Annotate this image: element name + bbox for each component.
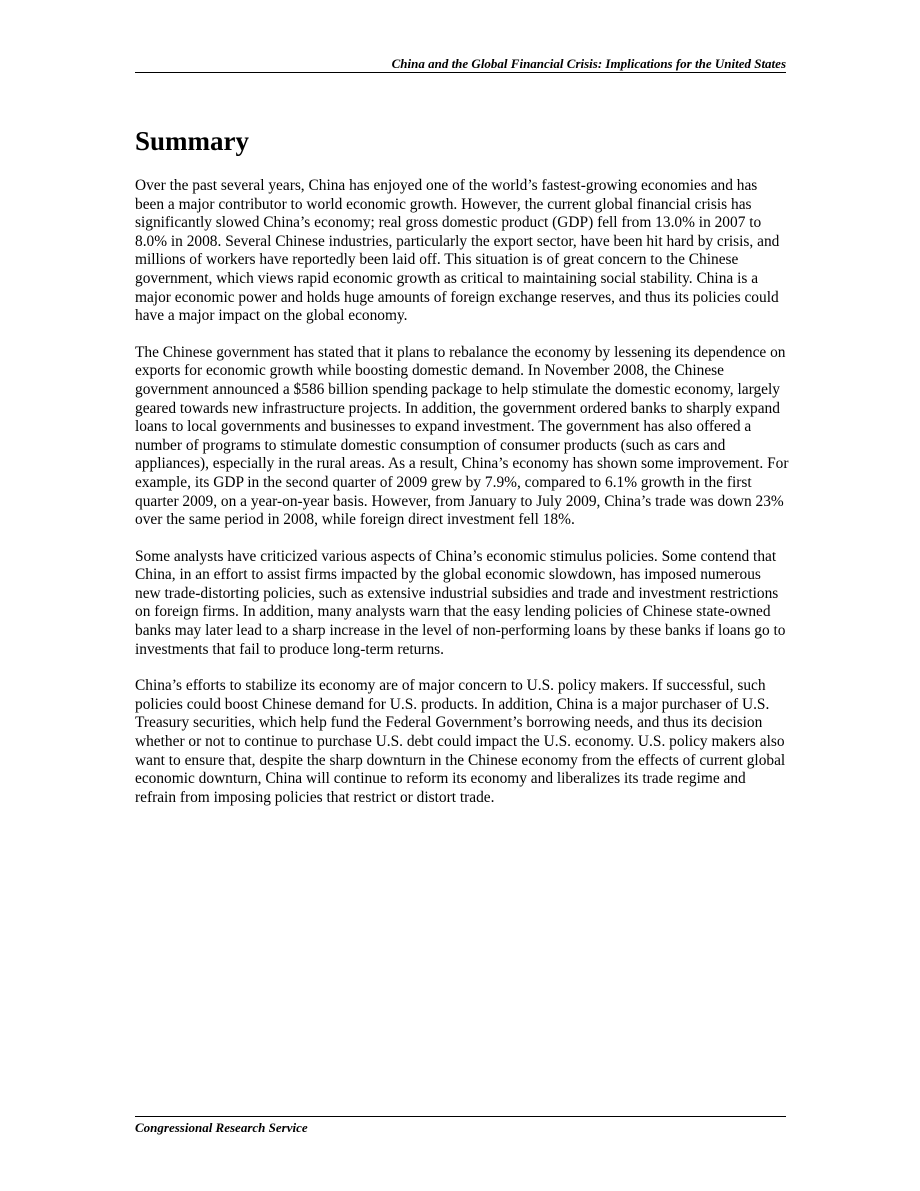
footer-divider <box>135 1116 786 1117</box>
header-divider <box>135 72 786 73</box>
summary-body <box>135 177 790 825</box>
running-header-title: China and the Global Financial Crisis: Implications for the United States <box>391 56 786 71</box>
paragraph-3: Some analysts have criticized various aspects of China’s economic stimulus policies. Some contend that China, in an effort to assist firms impacted by the global economic slowdown, has imposed numerous new trade-distorting policies, such as extensive industrial subsidies and trade and investment restrictions on foreign firms. In addition, many analysts warn that the easy lending policies of Chinese state-owned banks may later lead to a sharp increase in the level of non-performing loans by these banks if loans go to investments that fail to produce long-term returns. <box>135 547 786 658</box>
paragraph-2: The Chinese government has stated that it plans to rebalance the economy by lessening its dependence on exports for economic growth while boosting domestic demand. In November 2008, the Chinese government announced a $586 billion spending package to help stimulate the domestic economy, largely geared towards new infrastructure projects. In addition, the government ordered banks to sharply expand loans to local governments and businesses to expand investment. The government has also offered a number of programs to stimulate domestic consumption of consumer products (such as cars and appliances), especially in the rural areas. As a result, China’s economy has shown some improvement. For example, its GDP in the second quarter of 2009 grew by 7.9%, compared to 6.1% growth in the first quarter 2009, on a year-on-year basis. However, from January to July 2009, China’s trade was down 23% over the same period in 2008, while foreign direct investment fell 18%. <box>135 343 789 529</box>
paragraph-4: China’s efforts to stabilize its economy are of major concern to U.S. policy makers. If successful, such policies could boost Chinese demand for U.S. products. In addition, China is a major purchaser of U.S. Treasury securities, which help fund the Federal Government’s borrowing needs, and thus its decision whether or not to continue to purchase U.S. debt could impact the U.S. economy. U.S. policy makers also want to ensure that, despite the sharp downturn in the Chinese economy from the effects of current global economic downturn, China will continue to reform its economy and liberalizes its trade regime and refrain from imposing policies that restrict or distort trade. <box>135 677 786 806</box>
running-footer-publisher: Congressional Research Service <box>135 1120 308 1135</box>
paragraph-1: Over the past several years, China has enjoyed one of the world’s fastest-growing economies and has been a major contributor to world economic growth. However, the current global financial crisis has significantly slowed China’s economy; real gross domestic product (GDP) fell from 13.0% in 2007 to 8.0% in 2008. Several Chinese industries, particularly the export sector, have been hit hard by crisis, and millions of workers have reportedly been laid off. This situation is of great concern to the Chinese government, which views rapid economic growth as critical to maintaining social stability. China is a major economic power and holds huge amounts of foreign exchange reserves, and thus its policies could have a major impact on the global economy. <box>135 177 780 325</box>
section-heading: Summary <box>135 126 249 156</box>
